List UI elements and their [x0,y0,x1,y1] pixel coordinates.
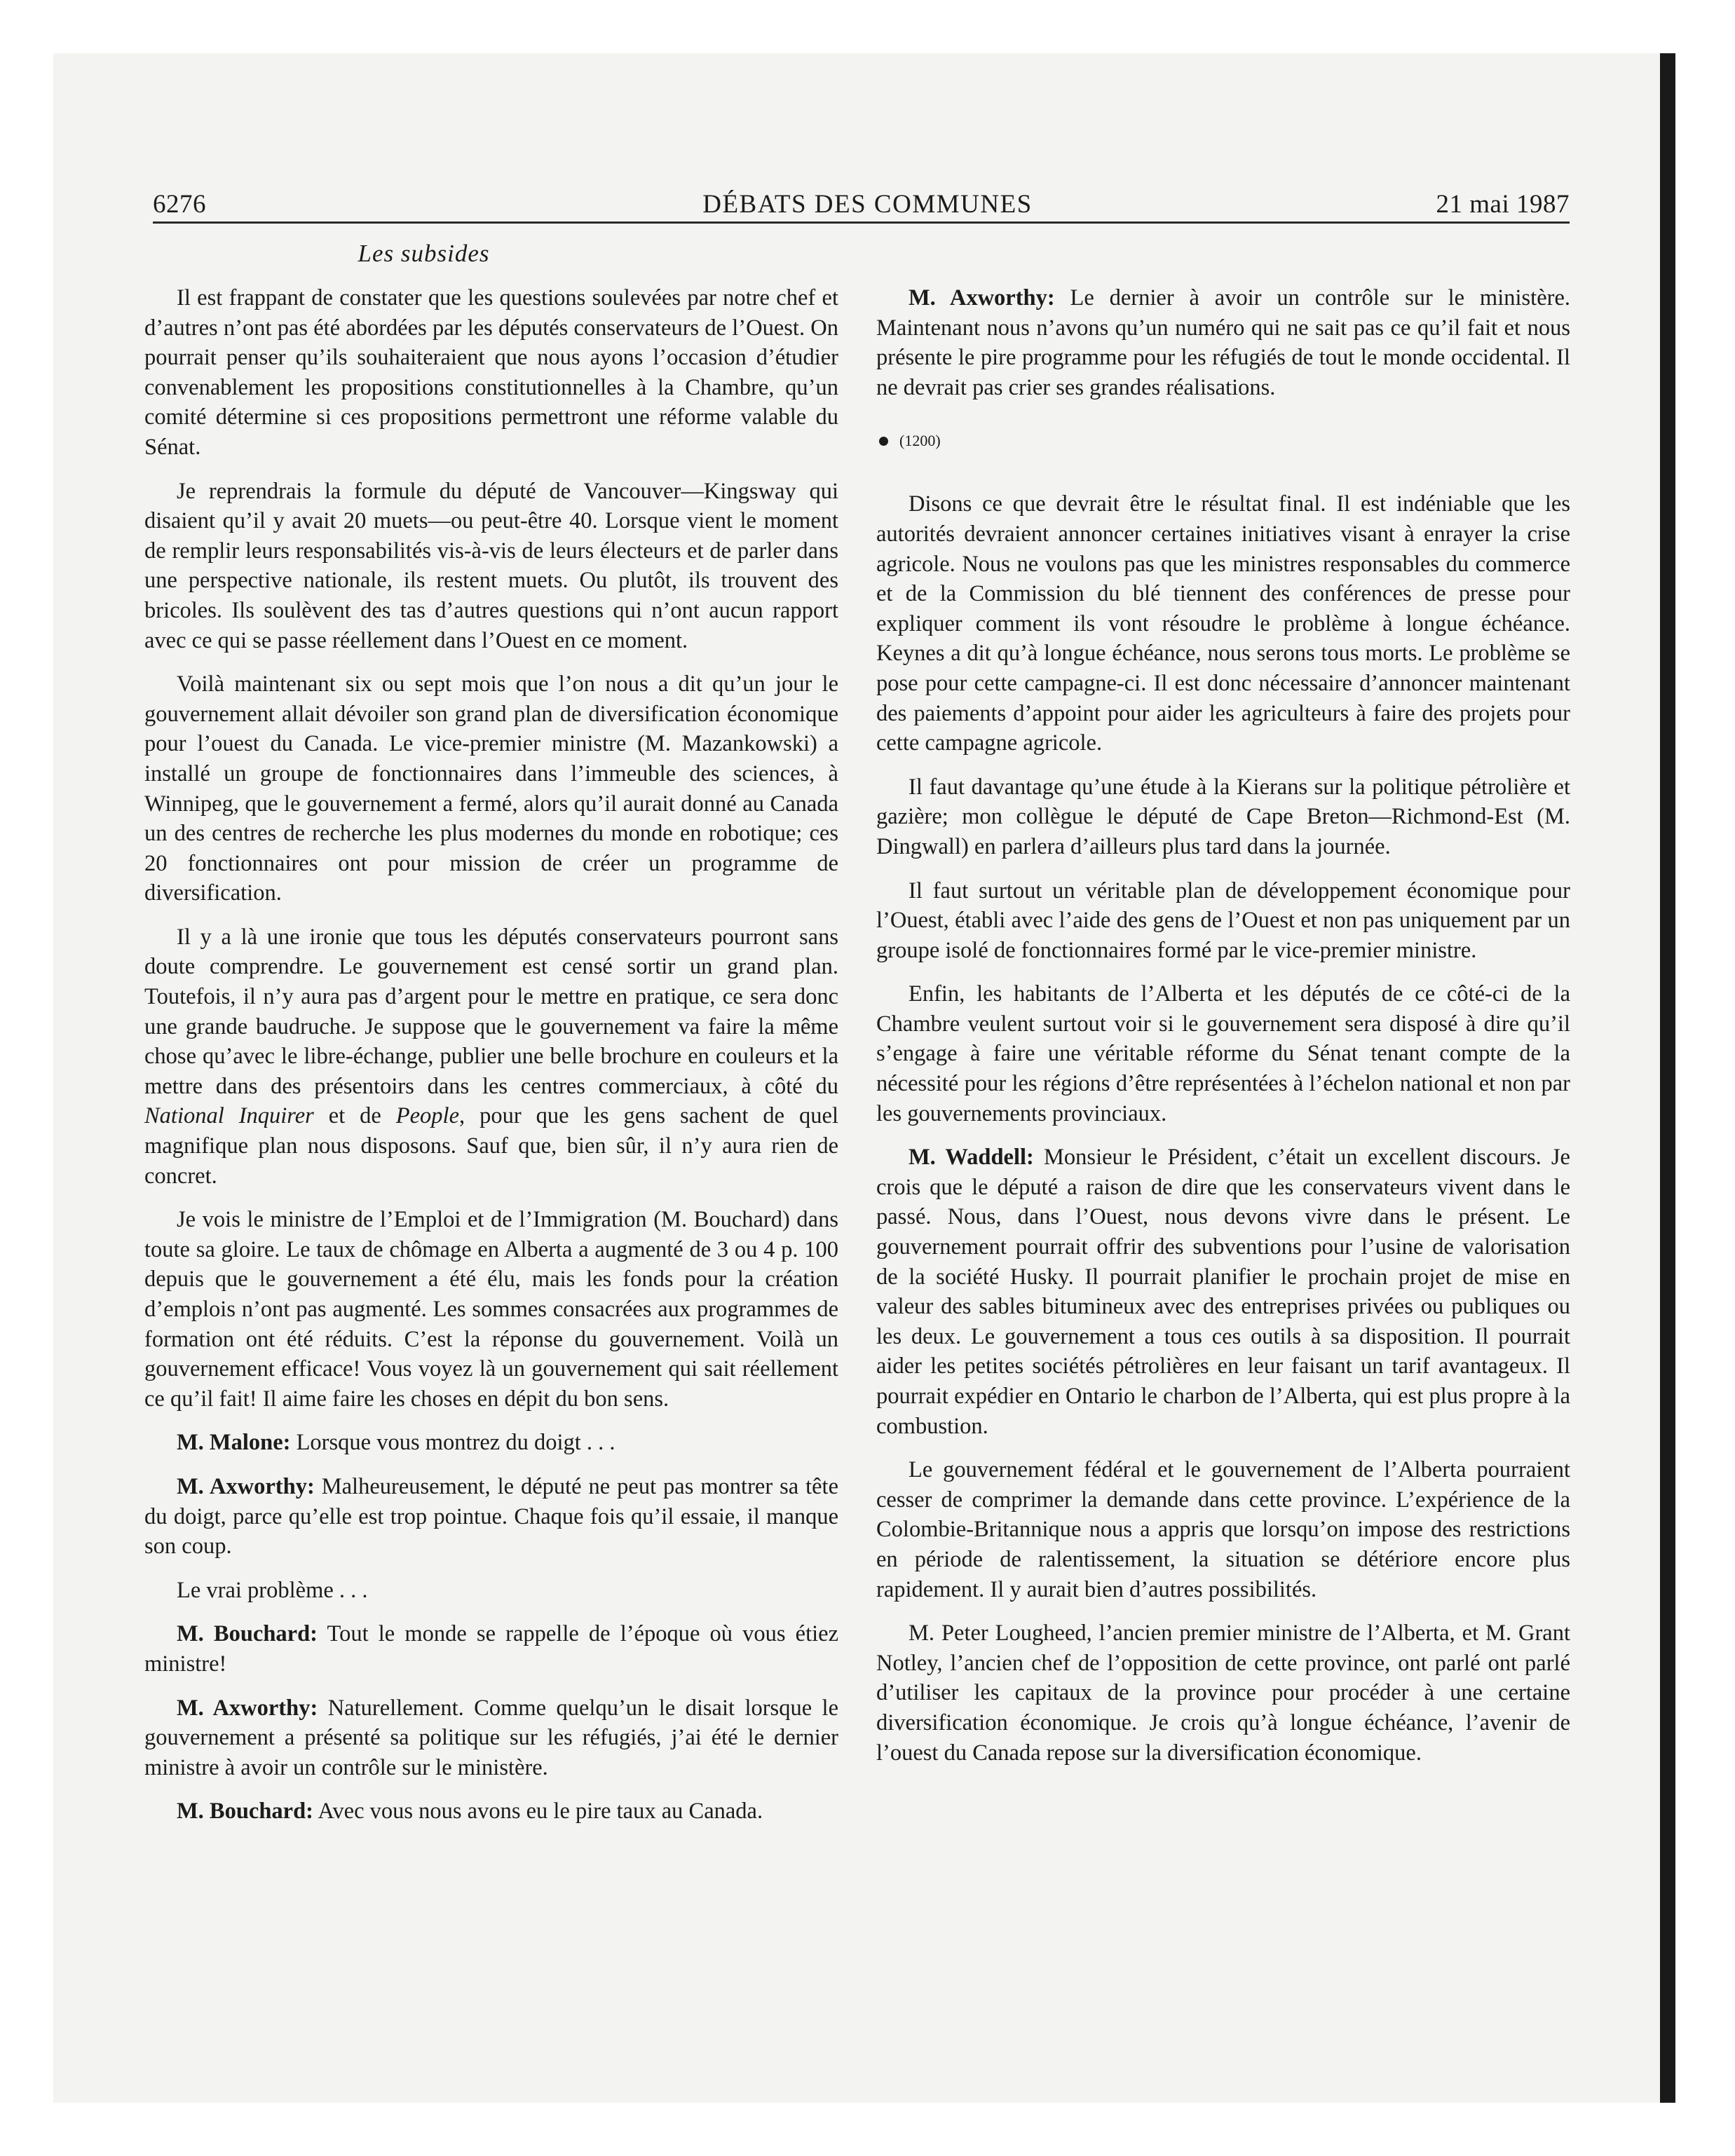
paragraph [876,1455,1570,1604]
paragraph-text: Il faut surtout un véritable plan de développement économique pour l’Ouest, établi avec l’aide des gens de l’Ouest et non pas uniquement par un groupe isolé de fonctionnaires formé par le vice-premier ministre. [876,878,1570,963]
paragraph [144,669,838,908]
paragraph-text: Je reprendrais la formule du député de Vancouver—Kingsway qui disaient qu’il y avait 20 muets—ou peut-être 40. Lorsque vient le moment de remplir leurs responsabilités vis-à-vis de leurs électeurs et de parler dans une perspective nationale, ils restent muets. Ou plutôt, ils trouvent des bricoles. Ils soulèvent des tas d’autres questions qui n’ont aucun rapport avec ce qui se passe réellement dans l’Ouest en ce moment. [144,478,838,653]
paragraph [876,979,1570,1128]
speaker-name: M. Axworthy: [909,285,1055,311]
scan-edge-bar [1660,53,1675,2103]
speaker-name: M. Malone: [177,1430,291,1456]
section-title: Les subsides [358,240,490,267]
paragraph [144,283,838,463]
time-marker [876,430,1570,451]
paragraph-text: M. Peter Lougheed, l’ancien premier ministre de l’Alberta, et M. Grant Notley, l’ancien chef de l’opposition de cette province, ont parlé ont parlé d’utiliser les capitaux de la province pour procéder à une certaine diversification économique. Je crois qu’à longue échéance, l’avenir de l’ouest du Canada repose sur la diversification économique. [876,1621,1570,1766]
speech [144,1619,838,1679]
paragraph-text: Je vois le ministre de l’Emploi et de l’Immigration (M. Bouchard) dans toute sa gloire. Le taux de chômage en Alberta a augmenté de 3 ou 4 p. 100 depuis que le gouvernement a été élu, mais les fonds pour la création d’emplois n’ont pas augmenté. Les sommes consacrées aux programmes de formation ont été réduits. C’est la réponse du gouvernement. Voilà un gouvernement efficace! Vous voyez là un gouvernement qui sait réellement ce qu’il fait! Il aime faire les choses en dépit du bon sens. [144,1207,838,1412]
speech-text: Tout le monde se rappelle de l’époque où vous étiez ministre! [144,1621,838,1677]
paragraph [144,1576,838,1606]
page-date: 21 mai 1987 [1436,190,1570,219]
paragraph [144,922,838,1191]
paragraph [876,1618,1570,1768]
paragraph-text: Il est frappant de constater que les questions soulevées par notre chef et d’autres n’ont pas été abordées par les députés conservateurs de l’Ouest. On pourrait penser qu’ils souhaiteraient que nous ayons l’occasion d’étudier convenablement les propositions constitutionnelles à la Chambre, qu’un comité détermine si ces propositions permettront une réforme valable du Sénat. [144,285,838,460]
speech-text: Lorsque vous montrez du doigt . . . [290,1430,615,1456]
speech [144,1428,838,1458]
left-column [144,283,838,1841]
paragraph-text: Enfin, les habitants de l’Alberta et les députés de ce côté-ci de la Chambre veulent surtout voir si le gouvernement sera disposé à dire qu’il s’engage à faire une véritable réforme du Sénat tenant compte de la nécessité pour les régions d’être représentées à l’échelon national et non par les gouvernements provinciaux. [876,981,1570,1126]
paragraph-text: Il faut davantage qu’une étude à la Kierans sur la politique pétrolière et gazière; mon collègue le député de Cape Breton—Richmond-Est (M. Dingwall) en parlera d’ailleurs plus tard dans la journée. [876,774,1570,859]
speech-text: Le dernier à avoir un contrôle sur le ministère. Maintenant nous n’avons qu’un numéro qui ne sait pas ce qu’il fait et nous présente le pire programme pour les réfugiés de tout le monde occidental. Il ne devrait pas crier ses grandes réalisations. [876,285,1570,400]
paragraph-text: Le gouvernement fédéral et le gouvernement de l’Alberta pourraient cesser de comprimer la demande dans cette province. L’expérience de la Colombie-Britannique nous a appris que lorsqu’on impose des restrictions en période de ralentissement, la situation se détériore encore plus rapidement. Il y aurait bien d’autres possibilités. [876,1457,1570,1602]
paragraph-text: et de [313,1103,396,1129]
publication-title: National Inquirer [144,1103,314,1129]
speech [876,1142,1570,1441]
publication-title: People [395,1103,460,1129]
header-rule [153,221,1570,224]
paragraph [144,477,838,656]
speaker-name: M. Axworthy: [177,1695,318,1721]
paragraph-text: Disons ce que devrait être le résultat final. Il est indéniable que les autorités devraient annoncer certaines initiatives visant à enrayer la crise agricole. Nous ne voulons pas que les ministres responsables du commerce et de la Commission du blé tiennent des conférences de presse pour expliquer comment ils vont résoudre le problème à longue échéance. Keynes a dit qu’à longue échéance, nous serons tous morts. Le problème se pose pour cette campagne-ci. Il est donc nécessaire d’annoncer maintenant des paiements d’appoint pour aider les agriculteurs à faire des projets pour cette campagne agricole. [876,491,1570,756]
paragraph-text: , pour que les gens sachent de quel magnifique plan nous disposons. Sauf que, bien sûr, il n’y aura rien de concret. [144,1103,838,1189]
time-marker-text: (1200) [899,432,941,450]
paragraph-text: Voilà maintenant six ou sept mois que l’on nous a dit qu’un jour le gouvernement allait dévoiler son grand plan de diversification économique pour l’ouest du Canada. Le vice-premier ministre (M. Mazankowski) a installé un groupe de fonctionnaires dans l’immeuble des sciences, à Winnipeg, que le gouvernement a fermé, alors qu’il aurait donné au Canada un des centres de recherche les plus modernes du monde en robotique; ces 20 fonctionnaires ont pour mission de créer un programme de diversification. [144,671,838,906]
paragraph-text: Le vrai problème . . . [177,1577,368,1603]
speech [144,1796,838,1827]
journal-title: DÉBATS DES COMMUNES [702,190,1033,219]
speaker-name: M. Waddell: [909,1145,1034,1171]
speech [144,1693,838,1783]
speaker-name: M. Bouchard: [177,1621,318,1647]
speaker-name: M. Axworthy: [177,1473,315,1499]
speaker-name: M. Bouchard: [177,1799,313,1824]
speech [876,283,1570,402]
right-column [876,283,1570,1782]
paragraph [876,489,1570,758]
speech-text: Avec vous nous avons eu le pire taux au Canada. [313,1799,763,1824]
paragraph [144,1205,838,1414]
paragraph-text: Il y a là une ironie que tous les députés conservateurs pourront sans doute comprendre. Le gouvernement est censé sortir un grand plan. Toutefois, il n’y aura pas d’argent pour le mettre en pratique, ce sera donc une grande baudruche. Je suppose que le gouvernement va faire la même chose qu’avec le libre-échange, publier une belle brochure en couleurs et la mettre dans des présentoirs dans les centres commerciaux, à côté du [144,924,838,1099]
bullet-icon [879,437,888,446]
paragraph [876,876,1570,966]
speech [144,1472,838,1562]
page-number: 6276 [153,190,206,219]
speech-text: Naturellement. Comme quelqu’un le disait lorsque le gouvernement a présenté sa politique sur les réfugiés, j’ai été le dernier ministre à avoir un contrôle sur le ministère. [144,1695,839,1780]
paragraph [876,772,1570,862]
speech-text: Malheureusement, le député ne peut pas montrer sa tête du doigt, parce qu’elle est trop pointue. Chaque fois qu’il essaie, il manque son coup. [144,1473,839,1560]
speech-text: Monsieur le Président, c’était un excellent discours. Je crois que le député a raison de dire que les conservateurs vivent dans le passé. Nous, dans l’Ouest, nous devons vivre dans le présent. Le gouvernement pourrait offrir des subventions pour l’usine de valorisation de la société Husky. Il pourrait planifier le prochain projet de mise en valeur des sables bitumineux avec des entreprises privées ou publiques ou les deux. Le gouvernement a tous ces outils à sa disposition. Il pourrait aider les petites sociétés pétrolières en leur faisant un tarif avantageux. Il pourrait expédier en Ontario le charbon de l’Alberta, qui est plus propre à la combustion. [876,1145,1570,1439]
